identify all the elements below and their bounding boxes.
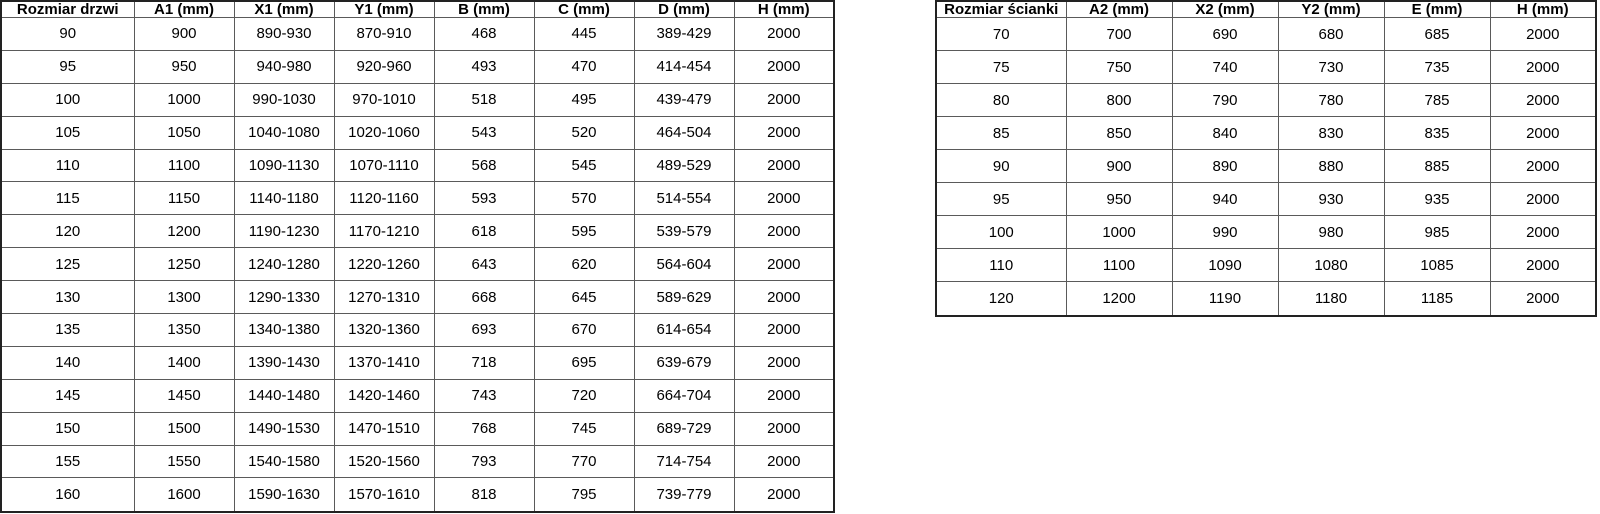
table-cell: 145 <box>1 379 134 412</box>
table-cell: 389-429 <box>634 18 734 51</box>
table-cell: 489-529 <box>634 149 734 182</box>
table-cell: 100 <box>936 216 1066 249</box>
table-cell: 950 <box>134 50 234 83</box>
table-cell: 140 <box>1 346 134 379</box>
table-cell: 1590-1630 <box>234 478 334 512</box>
table-cell: 520 <box>534 116 634 149</box>
table-cell: 714-754 <box>634 445 734 478</box>
table-cell: 595 <box>534 215 634 248</box>
table-cell: 689-729 <box>634 412 734 445</box>
table-cell: 75 <box>936 51 1066 84</box>
table-cell: 2000 <box>734 346 834 379</box>
table-cell: 593 <box>434 182 534 215</box>
table-cell: 1500 <box>134 412 234 445</box>
column-header-x2: X2 (mm) <box>1172 1 1278 18</box>
table-cell: 110 <box>936 249 1066 282</box>
table-cell: 70 <box>936 18 1066 51</box>
table-cell: 1290-1330 <box>234 281 334 314</box>
table-cell: 2000 <box>734 314 834 347</box>
table-cell: 990-1030 <box>234 83 334 116</box>
table-cell: 940 <box>1172 183 1278 216</box>
table-cell: 110 <box>1 149 134 182</box>
table-row <box>936 216 1596 249</box>
table-cell: 885 <box>1384 150 1490 183</box>
table-cell: 980 <box>1278 216 1384 249</box>
table-cell: 1190-1230 <box>234 215 334 248</box>
table-cell: 155 <box>1 445 134 478</box>
table-cell: 930 <box>1278 183 1384 216</box>
table-cell: 1420-1460 <box>334 379 434 412</box>
table-cell: 95 <box>1 50 134 83</box>
table-cell: 1390-1430 <box>234 346 334 379</box>
table-cell: 2000 <box>734 50 834 83</box>
column-header-a2: A2 (mm) <box>1066 1 1172 18</box>
table-row <box>936 84 1596 117</box>
table-cell: 985 <box>1384 216 1490 249</box>
table-cell: 740 <box>1172 51 1278 84</box>
table-cell: 1020-1060 <box>334 116 434 149</box>
table-cell: 468 <box>434 18 534 51</box>
table-cell: 493 <box>434 50 534 83</box>
table-row <box>1 281 834 314</box>
table-cell: 1150 <box>134 182 234 215</box>
table-cell: 668 <box>434 281 534 314</box>
table-row <box>1 116 834 149</box>
table-cell: 1320-1360 <box>334 314 434 347</box>
table-cell: 935 <box>1384 183 1490 216</box>
table-cell: 414-454 <box>634 50 734 83</box>
table-cell: 1240-1280 <box>234 248 334 281</box>
table-row <box>936 18 1596 51</box>
column-header-y1: Y1 (mm) <box>334 1 434 18</box>
table-cell: 2000 <box>1490 282 1596 316</box>
table-cell: 1490-1530 <box>234 412 334 445</box>
table-cell: 1080 <box>1278 249 1384 282</box>
wall-table-header-row <box>936 1 1596 18</box>
table-row <box>1 346 834 379</box>
table-cell: 1440-1480 <box>234 379 334 412</box>
table-cell: 780 <box>1278 84 1384 117</box>
column-header-e: E (mm) <box>1384 1 1490 18</box>
table-cell: 830 <box>1278 117 1384 150</box>
table-cell: 643 <box>434 248 534 281</box>
table-cell: 1100 <box>134 149 234 182</box>
table-cell: 685 <box>1384 18 1490 51</box>
table-cell: 568 <box>434 149 534 182</box>
table-cell: 1270-1310 <box>334 281 434 314</box>
table-cell: 464-504 <box>634 116 734 149</box>
table-cell: 785 <box>1384 84 1490 117</box>
table-cell: 1350 <box>134 314 234 347</box>
table-cell: 1340-1380 <box>234 314 334 347</box>
door-table-body <box>1 18 834 513</box>
table-cell: 135 <box>1 314 134 347</box>
table-cell: 795 <box>534 478 634 512</box>
table-row <box>1 18 834 51</box>
table-cell: 130 <box>1 281 134 314</box>
table-cell: 2000 <box>734 445 834 478</box>
table-cell: 120 <box>936 282 1066 316</box>
table-cell: 750 <box>1066 51 1172 84</box>
table-cell: 90 <box>1 18 134 51</box>
table-cell: 990 <box>1172 216 1278 249</box>
table-cell: 1250 <box>134 248 234 281</box>
table-cell: 2000 <box>1490 249 1596 282</box>
table-cell: 1450 <box>134 379 234 412</box>
table-cell: 2000 <box>734 116 834 149</box>
table-cell: 1090 <box>1172 249 1278 282</box>
door-table-header-row <box>1 1 834 18</box>
table-cell: 739-779 <box>634 478 734 512</box>
table-cell: 770 <box>534 445 634 478</box>
table-cell: 900 <box>1066 150 1172 183</box>
column-header-h: H (mm) <box>734 1 834 18</box>
table-cell: 125 <box>1 248 134 281</box>
table-cell: 890-930 <box>234 18 334 51</box>
table-cell: 564-604 <box>634 248 734 281</box>
table-row <box>936 150 1596 183</box>
table-cell: 105 <box>1 116 134 149</box>
table-row <box>1 445 834 478</box>
table-cell: 80 <box>936 84 1066 117</box>
table-cell: 1220-1260 <box>334 248 434 281</box>
table-cell: 2000 <box>734 149 834 182</box>
column-header-y2: Y2 (mm) <box>1278 1 1384 18</box>
table-cell: 2000 <box>1490 84 1596 117</box>
table-cell: 618 <box>434 215 534 248</box>
table-cell: 730 <box>1278 51 1384 84</box>
table-cell: 100 <box>1 83 134 116</box>
table-cell: 695 <box>534 346 634 379</box>
table-cell: 120 <box>1 215 134 248</box>
table-cell: 1200 <box>134 215 234 248</box>
table-cell: 1600 <box>134 478 234 512</box>
table-row <box>936 249 1596 282</box>
table-cell: 2000 <box>1490 18 1596 51</box>
table-cell: 1520-1560 <box>334 445 434 478</box>
table-cell: 1570-1610 <box>334 478 434 512</box>
table-cell: 539-579 <box>634 215 734 248</box>
table-cell: 900 <box>134 18 234 51</box>
table-cell: 90 <box>936 150 1066 183</box>
table-cell: 1000 <box>1066 216 1172 249</box>
table-cell: 2000 <box>734 248 834 281</box>
table-cell: 1470-1510 <box>334 412 434 445</box>
table-row <box>936 183 1596 216</box>
table-cell: 2000 <box>734 412 834 445</box>
table-cell: 85 <box>936 117 1066 150</box>
table-cell: 870-910 <box>334 18 434 51</box>
table-cell: 589-629 <box>634 281 734 314</box>
table-cell: 670 <box>534 314 634 347</box>
table-cell: 2000 <box>1490 183 1596 216</box>
table-cell: 1050 <box>134 116 234 149</box>
column-header-rozmiar-drzwi: Rozmiar drzwi <box>1 1 134 18</box>
table-row <box>936 282 1596 316</box>
table-cell: 160 <box>1 478 134 512</box>
column-header-b: B (mm) <box>434 1 534 18</box>
table-cell: 835 <box>1384 117 1490 150</box>
table-cell: 793 <box>434 445 534 478</box>
table-cell: 543 <box>434 116 534 149</box>
table-cell: 800 <box>1066 84 1172 117</box>
table-cell: 720 <box>534 379 634 412</box>
table-cell: 693 <box>434 314 534 347</box>
table-cell: 690 <box>1172 18 1278 51</box>
table-cell: 1185 <box>1384 282 1490 316</box>
table-cell: 970-1010 <box>334 83 434 116</box>
column-header-c: C (mm) <box>534 1 634 18</box>
table-cell: 940-980 <box>234 50 334 83</box>
table-cell: 768 <box>434 412 534 445</box>
table-cell: 639-679 <box>634 346 734 379</box>
table-cell: 743 <box>434 379 534 412</box>
table-cell: 1090-1130 <box>234 149 334 182</box>
wall-sizes-table <box>935 0 1597 317</box>
table-cell: 1070-1110 <box>334 149 434 182</box>
table-row <box>1 182 834 215</box>
table-row <box>1 215 834 248</box>
table-cell: 1200 <box>1066 282 1172 316</box>
table-cell: 439-479 <box>634 83 734 116</box>
table-cell: 2000 <box>734 478 834 512</box>
table-cell: 1040-1080 <box>234 116 334 149</box>
table-row <box>1 478 834 512</box>
table-cell: 2000 <box>1490 51 1596 84</box>
table-cell: 2000 <box>734 83 834 116</box>
table-cell: 818 <box>434 478 534 512</box>
table-cell: 2000 <box>734 182 834 215</box>
table-cell: 1190 <box>1172 282 1278 316</box>
table-cell: 518 <box>434 83 534 116</box>
table-cell: 890 <box>1172 150 1278 183</box>
table-cell: 1400 <box>134 346 234 379</box>
column-header-x1: X1 (mm) <box>234 1 334 18</box>
table-cell: 2000 <box>1490 150 1596 183</box>
table-row <box>1 412 834 445</box>
table-cell: 445 <box>534 18 634 51</box>
table-cell: 790 <box>1172 84 1278 117</box>
column-header-d: D (mm) <box>634 1 734 18</box>
table-cell: 1370-1410 <box>334 346 434 379</box>
table-cell: 850 <box>1066 117 1172 150</box>
table-cell: 2000 <box>734 215 834 248</box>
table-cell: 620 <box>534 248 634 281</box>
table-cell: 614-654 <box>634 314 734 347</box>
table-row <box>1 248 834 281</box>
table-row <box>936 117 1596 150</box>
table-cell: 2000 <box>734 18 834 51</box>
table-cell: 95 <box>936 183 1066 216</box>
table-cell: 1085 <box>1384 249 1490 282</box>
table-cell: 950 <box>1066 183 1172 216</box>
table-cell: 664-704 <box>634 379 734 412</box>
table-row <box>1 50 834 83</box>
table-cell: 1120-1160 <box>334 182 434 215</box>
table-cell: 514-554 <box>634 182 734 215</box>
table-row <box>1 149 834 182</box>
wall-table-body <box>936 18 1596 317</box>
table-cell: 700 <box>1066 18 1172 51</box>
table-cell: 718 <box>434 346 534 379</box>
table-cell: 735 <box>1384 51 1490 84</box>
table-cell: 545 <box>534 149 634 182</box>
table-cell: 1140-1180 <box>234 182 334 215</box>
column-header-rozmiar-scianki: Rozmiar ścianki <box>936 1 1066 18</box>
column-header-a1: A1 (mm) <box>134 1 234 18</box>
table-cell: 470 <box>534 50 634 83</box>
column-header-h2: H (mm) <box>1490 1 1596 18</box>
table-cell: 920-960 <box>334 50 434 83</box>
table-row <box>1 83 834 116</box>
table-row <box>1 379 834 412</box>
table-cell: 2000 <box>1490 117 1596 150</box>
table-cell: 1180 <box>1278 282 1384 316</box>
table-row <box>936 51 1596 84</box>
table-cell: 570 <box>534 182 634 215</box>
table-cell: 745 <box>534 412 634 445</box>
table-cell: 1540-1580 <box>234 445 334 478</box>
table-cell: 115 <box>1 182 134 215</box>
table-cell: 2000 <box>734 281 834 314</box>
table-cell: 495 <box>534 83 634 116</box>
table-cell: 880 <box>1278 150 1384 183</box>
table-cell: 1550 <box>134 445 234 478</box>
table-cell: 150 <box>1 412 134 445</box>
table-cell: 1000 <box>134 83 234 116</box>
table-cell: 1170-1210 <box>334 215 434 248</box>
table-cell: 840 <box>1172 117 1278 150</box>
table-cell: 2000 <box>1490 216 1596 249</box>
table-row <box>1 314 834 347</box>
table-cell: 680 <box>1278 18 1384 51</box>
table-cell: 645 <box>534 281 634 314</box>
table-cell: 2000 <box>734 379 834 412</box>
table-cell: 1100 <box>1066 249 1172 282</box>
table-cell: 1300 <box>134 281 234 314</box>
